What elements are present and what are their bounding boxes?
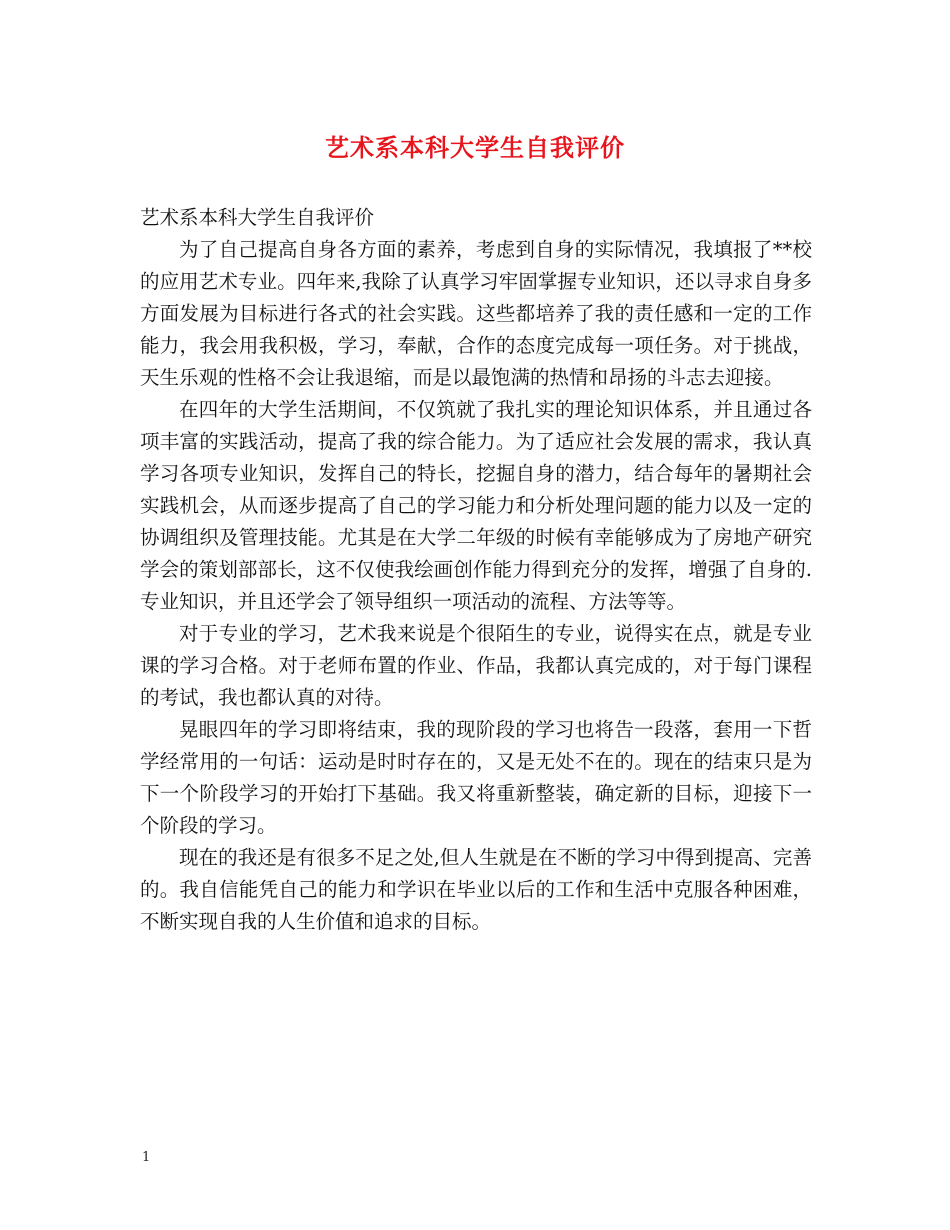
document-subtitle: 艺术系本科大学生自我评价 bbox=[140, 206, 375, 229]
paragraph-2: 在四年的大学生活期间，不仅筑就了我扎实的理论知识体系，并且通过各项丰富的实践活动，提高了我的综合能力。为了适应社会发展的需求，我认真学习各项专业知识，发挥自己的特长，挖掘自身的潜力，结合每年的暑期社会实践机会，从而逐步提高了自己的学习能力和分析处理问题的能力以及一定的协调组织及管理技能。尤其是在大学二年级的时候有幸能够成为了房地产研究学会的策划部部长，这不仅使我绘画创作能力得到充分的发挥，增强了自身的.专业知识，并且还学会了领导组织一项活动的流程、方法等等。 bbox=[140, 398, 812, 613]
document-title: 艺术系本科大学生自我评价 bbox=[325, 133, 625, 162]
paragraph-4: 晃眼四年的学习即将结束，我的现阶段的学习也将告一段落，套用一下哲学经常用的一句话：运动是时时存在的，又是无处不在的。现在的结束只是为下一个阶段学习的开始打下基础。我又将重新整装，确定新的目标，迎接下一个阶段的学习。 bbox=[140, 718, 812, 837]
paragraph-1: 为了自己提高自身各方面的素养，考虑到自身的实际情况，我填报了**校的应用艺术专业。四年来,我除了认真学习牢固掌握专业知识，还以寻求自身多方面发展为目标进行各式的社会实践。这些都培养了我的责任感和一定的工作能力，我会用我积极，学习，奉献，合作的态度完成每一项任务。对于挑战，天生乐观的性格不会让我退缩，而是以最饱满的热情和昂扬的斗志去迎接。 bbox=[140, 238, 812, 389]
document-body bbox=[140, 202, 812, 938]
page-number: 1 bbox=[142, 1150, 151, 1165]
paragraph-3: 对于专业的学习，艺术我来说是个很陌生的专业，说得实在点，就是专业课的学习合格。对于老师布置的作业、作品，我都认真完成的，对于每门课程的考试，我也都认真的对待。 bbox=[140, 622, 812, 709]
paragraph-5: 现在的我还是有很多不足之处,但人生就是在不断的学习中得到提高、完善的。我自信能凭自己的能力和学识在毕业以后的工作和生活中克服各种困难，不断实现自我的人生价值和追求的目标。 bbox=[140, 846, 812, 933]
